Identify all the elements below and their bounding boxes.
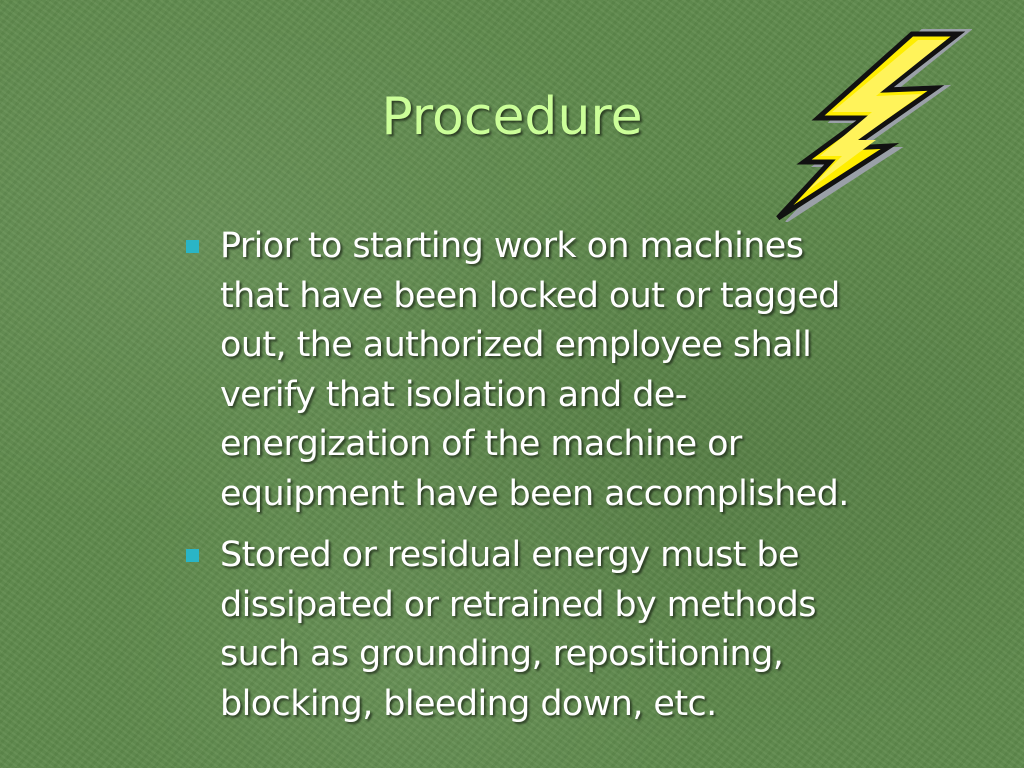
lightning-bolt-icon	[772, 26, 972, 222]
bullet-list	[182, 222, 972, 741]
bullet-text: Prior to starting work on machines that have been locked out or tagged out, the authorized employee shall verify that isolation and de- energization of the machine or equipment have been accomplished.	[220, 226, 849, 514]
square-bullet-icon	[186, 549, 199, 562]
slide-title: Procedure	[381, 87, 643, 147]
square-bullet-icon	[186, 240, 199, 253]
bullet-item	[182, 222, 972, 519]
bullet-item	[182, 531, 972, 729]
bullet-text: Stored or residual energy must be dissipated or retrained by methods such as grounding, repositioning, blocking, bleeding down, etc.	[220, 535, 816, 724]
